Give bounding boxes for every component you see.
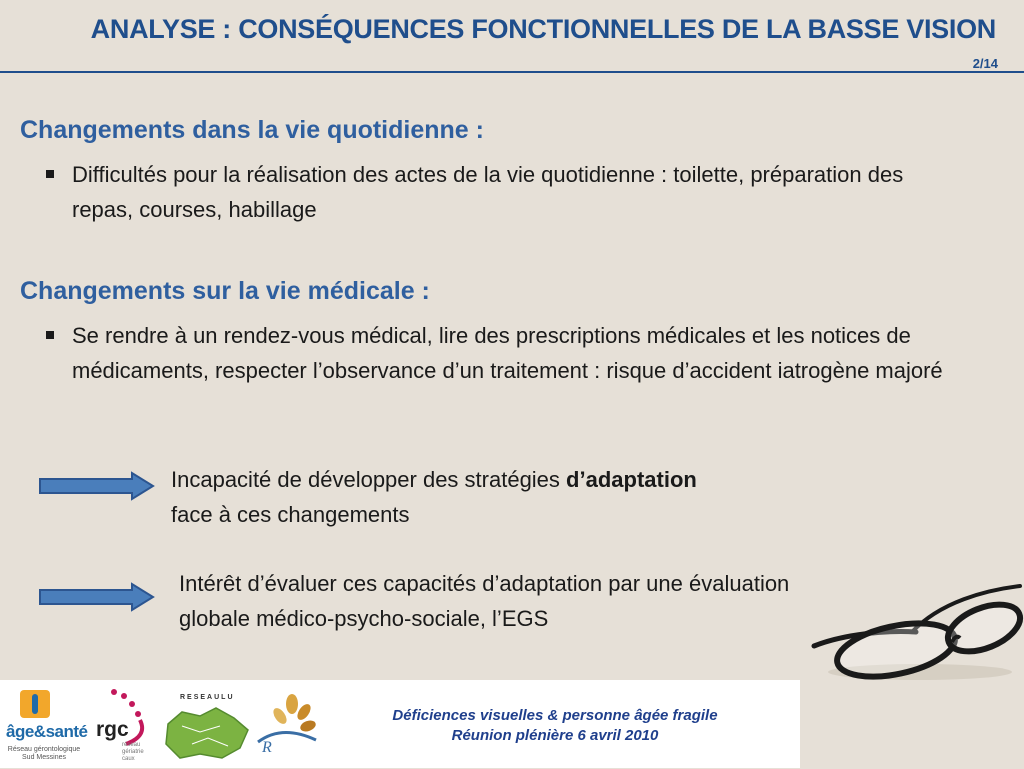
map-region-icon [160,704,252,762]
page-number: 2/14 [972,56,998,71]
section-heading-medical-life: Changements sur la vie médicale : [20,277,430,305]
section-heading-daily-life: Changements dans la vie quotidienne : [20,116,484,144]
title-divider [0,71,1024,73]
square-bullet-icon [46,331,54,339]
bullet-text: Difficultés pour la réalisation des actes de la vie quotidienne : toilette, préparation des repas, courses, habillage [72,162,904,222]
square-bullet-icon [46,170,54,178]
bullet-medical-life [46,318,946,388]
slide-title: ANALYSE : CONSÉQUENCES FONCTIONNELLES DE LA BASSE VISION [90,14,996,44]
footer-background-panel [800,680,1024,768]
eyeglasses-image [808,568,1024,684]
logo-reseau-gerontologique [252,694,322,762]
right-arrow-icon [38,471,156,501]
consequence-adaptation: Incapacité de développer des stratégies d’adaptation face à ces changements [171,467,697,527]
footer [0,680,1024,768]
right-arrow-icon [38,582,156,612]
logo-reseaulu: RESEAULU [160,684,252,764]
bullet-text: Se rendre à un rendez-vous médical, lire des prescriptions médicales et les notices de médicaments, respecter l’observance d’un traitement : risque d’accident iatrogène majoré [72,323,943,383]
logo-rgc: rgc réseau gériatrie caux [92,686,152,764]
consequence-egs: Intérêt d’évaluer ces capacités d’adaptation par une évaluation globale médico-psycho-sociale, l’EGS [179,571,790,631]
person-icon [32,694,38,714]
footer-caption: Déficiences visuelles & personne âgée fragile Réunion plénière 6 avril 2010 [392,707,718,744]
svg-text:R: R [262,739,272,756]
leaves-icon [252,694,322,762]
logo-age-sante: âge&santé Réseau gérontologique Sud Messines [6,688,82,764]
bullet-daily-life [46,157,946,227]
